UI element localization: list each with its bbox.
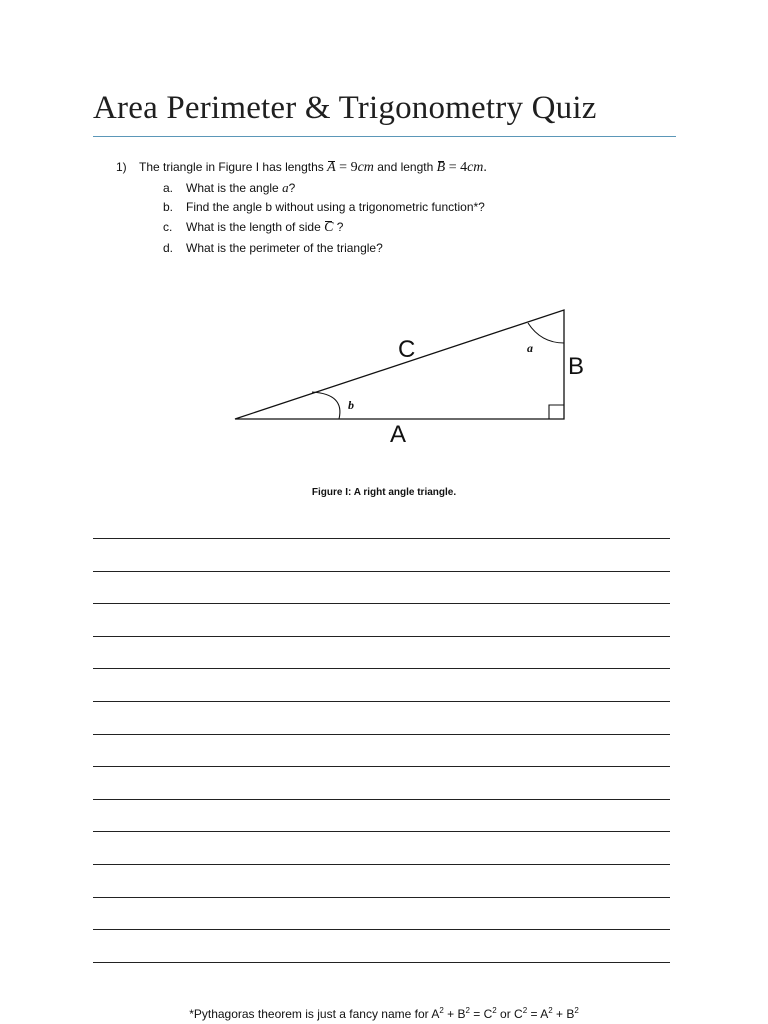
question-period: . — [483, 160, 487, 175]
question-text-middle: and length — [373, 160, 437, 174]
sub-question-letter: c. — [163, 220, 173, 234]
angle-b-arc — [312, 392, 340, 419]
vector-b: B — [436, 160, 446, 175]
footnote-term: + B — [552, 1007, 575, 1021]
sub-question-tail: ? — [288, 181, 296, 195]
answer-line — [93, 603, 670, 604]
vector-c: C — [324, 220, 334, 235]
side-a-label: A — [390, 421, 407, 448]
side-c-label: C — [398, 336, 416, 363]
answer-line — [93, 831, 670, 832]
sub-question-text: Find the angle b without using a trigonometric function*? — [186, 200, 485, 214]
footnote-exponent: 2 — [439, 1006, 444, 1015]
answer-line — [93, 864, 670, 865]
answer-line — [93, 636, 670, 637]
footnote — [0, 1007, 768, 1021]
vector-a: A — [327, 160, 336, 175]
length-a-unit: cm — [357, 160, 374, 175]
answer-line — [93, 799, 670, 800]
side-b-label: B — [568, 353, 585, 380]
page-title: Area Perimeter & Trigonometry Quiz — [93, 90, 597, 126]
angle-a-symbol: a — [282, 180, 289, 195]
angle-a-arc — [528, 323, 564, 343]
sub-question-letter: d. — [163, 241, 174, 255]
question-text-before: The triangle in Figure I has lengths — [139, 160, 328, 174]
footnote-term: A — [431, 1007, 440, 1021]
answer-line — [93, 897, 670, 898]
length-b-equals: = 4 — [445, 160, 468, 175]
right-angle-marker — [549, 405, 564, 419]
footnote-exponent: 2 — [522, 1006, 528, 1015]
answer-line — [93, 766, 670, 767]
length-b-unit: cm — [467, 160, 484, 175]
answer-line — [93, 962, 670, 963]
sub-question-text: What is the length of side — [186, 220, 325, 234]
answer-line — [93, 701, 670, 702]
length-a-equals: = 9 — [335, 160, 358, 175]
angle-b-label: b — [348, 398, 354, 412]
answer-line — [93, 734, 670, 735]
answer-line — [93, 538, 670, 539]
answer-lines — [93, 538, 670, 994]
figure-caption: Figure I: A right angle triangle. — [311, 487, 457, 498]
sub-question-tail: ? — [333, 220, 344, 234]
footnote-exponent: 2 — [492, 1006, 497, 1015]
footnote-term: or C — [496, 1007, 523, 1021]
sub-question-letter: a. — [163, 181, 174, 195]
footnote-exponent: 2 — [548, 1006, 553, 1015]
answer-line — [93, 668, 670, 669]
footnote-prefix: *Pythagoras theorem is just a fancy name for — [189, 1007, 432, 1021]
sub-question-text: What is the perimeter of the triangle? — [186, 241, 383, 255]
footnote-term: = C — [469, 1007, 493, 1021]
footnote-exponent: 2 — [574, 1006, 579, 1015]
footnote-exponent: 2 — [465, 1006, 470, 1015]
triangle-outline — [235, 310, 564, 419]
sub-question-letter: b. — [163, 200, 174, 214]
question-number: 1) — [116, 160, 127, 174]
answer-line — [93, 571, 670, 572]
angle-a-label: a — [527, 341, 533, 355]
footnote-term: + B — [443, 1007, 466, 1021]
footnote-term: = A — [527, 1007, 549, 1021]
sub-question-text: What is the angle — [186, 181, 283, 195]
answer-line — [93, 929, 670, 930]
